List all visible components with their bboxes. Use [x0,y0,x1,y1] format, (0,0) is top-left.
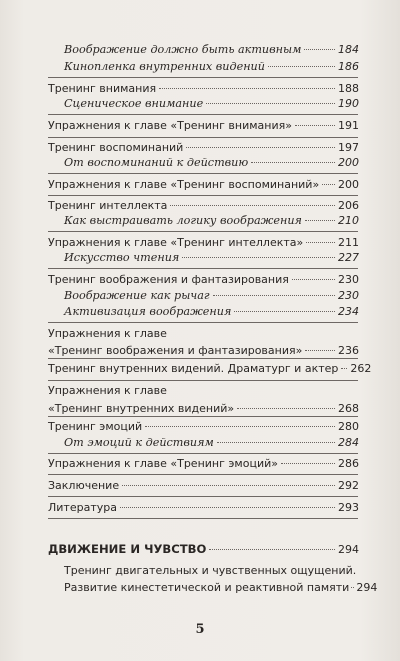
page-number: 5 [195,622,205,637]
leader-dots [159,88,335,89]
toc-entry [48,118,359,134]
toc-entry-title-line1: Тренинг двигательных и чувственных ощущений. [64,564,357,577]
toc-entry-title: Упражнения к главе «Тренинг внимания» [48,119,292,132]
toc-entry [64,250,359,266]
toc-entry-title: Тренинг внимания [48,82,157,95]
toc-entry-page: 293 [338,501,359,514]
toc-entry [48,81,359,97]
toc-entry-page: 286 [338,457,359,470]
separator-rule [48,195,358,196]
toc-entry-page: 292 [338,479,359,492]
toc-entry-title: Тренинг воспоминаний [48,141,184,154]
toc-entry-page: 184 [338,43,359,56]
toc-entry-title: Литература [48,501,117,514]
toc-entry [48,198,359,214]
toc-entry [48,326,359,359]
toc-entry-page: 230 [338,289,359,302]
leader-dots [295,125,335,126]
toc-entry-title: Воображение должно быть активным [64,43,302,56]
toc-entry-page: 210 [338,214,359,227]
toc-entry [48,419,359,435]
leader-dots [182,257,335,258]
toc-entry-page: 230 [338,273,359,286]
leader-dots [306,242,335,243]
toc-entry [48,361,372,377]
toc-entry-page: 186 [338,60,359,73]
toc-entry-title: Упражнения к главе «Тренинг эмоций» [48,457,278,470]
toc-entry-page: 234 [338,305,359,318]
toc-entry-page: 200 [338,178,359,191]
toc-entry-page: 197 [338,141,359,154]
leader-dots [281,463,335,464]
separator-rule [48,380,358,381]
toc-entry-title: Упражнения к главе «Тренинг воспоминаний» [48,178,320,191]
separator-rule [48,77,358,78]
toc-entry [48,177,359,193]
separator-rule [48,114,358,115]
section-page: 294 [338,543,359,556]
toc-entry-title: Тренинг воображения и фантазирования [48,273,289,286]
leader-dots [305,350,335,351]
leader-dots [304,49,335,50]
toc-entry [64,563,378,596]
toc-entry [48,456,359,472]
leader-dots [145,426,335,427]
toc-entry [48,500,359,516]
toc-entry-title: Упражнения к главе «Тренинг интеллекта» [48,236,304,249]
separator-rule [48,416,358,417]
separator-rule [48,322,358,323]
separator-rule [48,518,358,519]
leader-dots [237,408,335,409]
leader-dots [305,220,335,221]
leader-dots [122,485,335,486]
toc-entry-title: «Тренинг внутренних видений» [48,402,235,415]
toc-entry-title: Тренинг внутренних видений. Драматург и актер [48,362,339,375]
toc-entry [48,235,359,251]
toc-entry [64,155,359,171]
leader-dots [341,368,347,369]
leader-dots [217,442,335,443]
toc-entry-page: 284 [338,436,359,449]
toc-entry [48,272,359,288]
leader-dots [322,184,335,185]
separator-rule [48,496,358,497]
leader-dots [268,66,335,67]
toc-entry-page: 280 [338,420,359,433]
toc-entry-title: Активизация воображения [64,305,232,318]
toc-entry [64,42,359,58]
section-heading [48,541,359,558]
leader-dots [351,587,354,588]
toc-entry-title: От эмоций к действиям [64,436,214,449]
toc-entry-title: Искусство чтения [64,251,180,264]
leader-dots [251,162,335,163]
toc-entry-title: «Тренинг воображения и фантазирования» [48,344,303,357]
toc-entry [64,213,359,229]
leader-dots [213,295,335,296]
separator-rule [48,173,358,174]
toc-entry-title: Воображение как рычаг [64,289,210,302]
section-title: ДВИЖЕНИЕ И ЧУВСТВО [48,542,207,556]
toc-entry-title: Заключение [48,479,120,492]
toc-entry-page: 294 [356,581,378,594]
toc-entry-title: Тренинг эмоций [48,420,143,433]
toc-entry-title: Как выстраивать логику воображения [64,214,302,227]
toc-entry [64,304,359,320]
leader-dots [234,311,335,312]
toc-entry [48,478,359,494]
separator-rule [48,474,358,475]
leader-dots [170,205,335,206]
toc-entry-page: 211 [338,236,359,249]
toc-entry [48,140,359,156]
toc-entry [64,96,359,112]
leader-dots [120,507,335,508]
toc-entry-page: 206 [338,199,359,212]
separator-rule [48,453,358,454]
toc-entry-page: 227 [338,251,359,264]
toc-entry-page: 262 [350,362,372,375]
toc-entry-title: Тренинг интеллекта [48,199,168,212]
toc-entry-title: Развитие кинестетической и реактивной памяти [64,581,350,594]
separator-rule [48,268,358,269]
toc-entry-page: 191 [338,119,359,132]
leader-dots [292,279,335,280]
separator-rule [48,231,358,232]
separator-rule [48,358,358,359]
toc-entry-title-line1: Упражнения к главе [48,327,167,340]
toc-entry [64,435,359,451]
toc-entry-title: Сценическое внимание [64,97,204,110]
toc-entry [48,383,359,417]
leader-dots [209,549,335,550]
leader-dots [206,103,335,104]
toc-entry-title: От воспоминаний к действию [64,156,249,169]
toc-entry-page: 236 [338,344,359,357]
toc-entry-title: Кинопленка внутренних видений [64,60,265,73]
leader-dots [186,147,335,148]
toc-entry [64,59,359,75]
toc-entry-page: 188 [338,82,359,95]
toc-entry-page: 200 [338,156,359,169]
separator-rule [48,137,358,138]
toc-entry-page: 268 [338,402,359,415]
toc-entry-title-line1: Упражнения к главе [48,384,167,397]
toc-entry-page: 190 [338,97,359,110]
toc-entry [64,288,359,304]
